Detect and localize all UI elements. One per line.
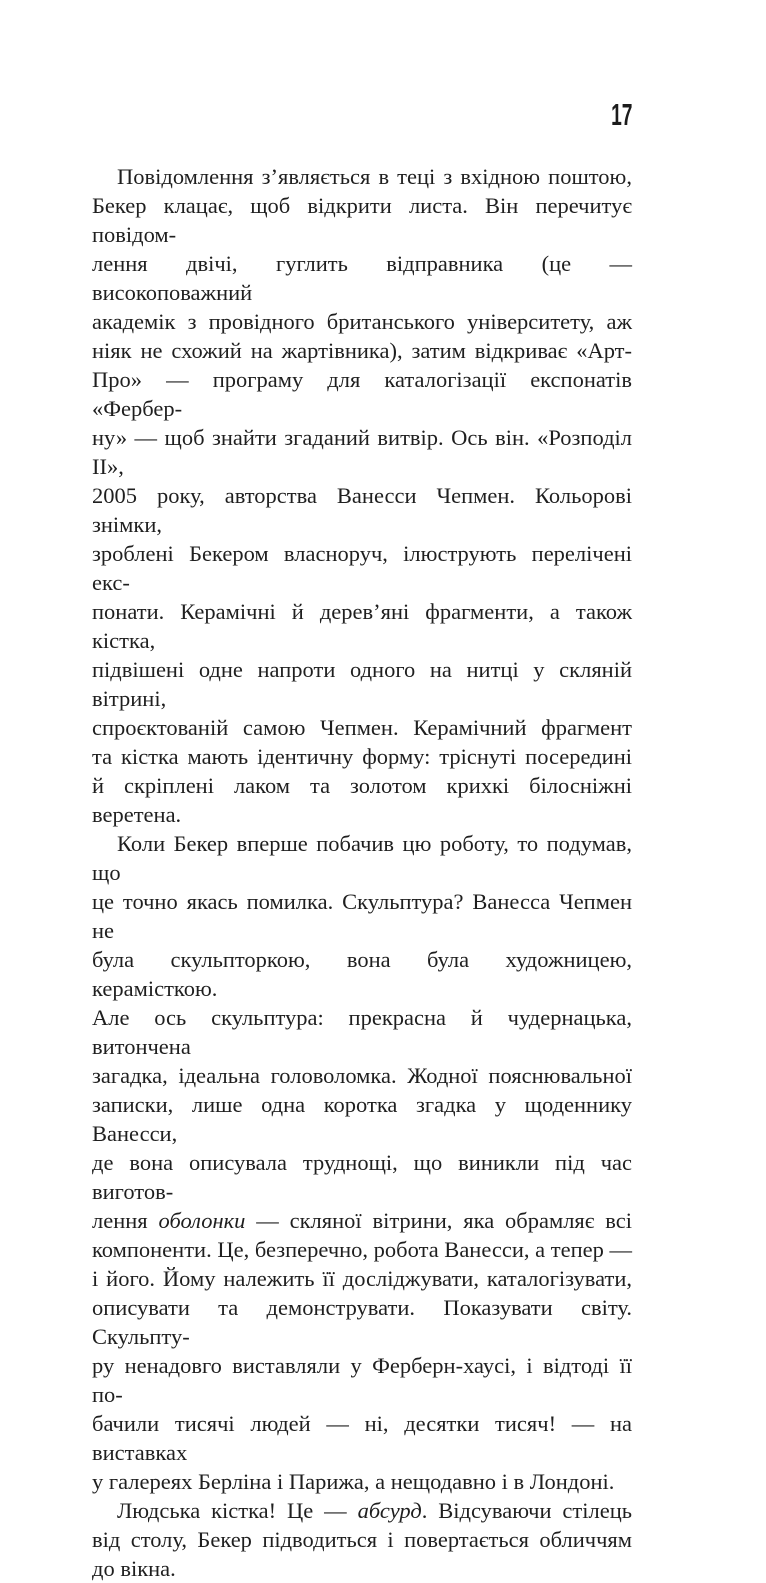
paragraph-line: була скульпторкою, вона була художницею, керамісткою. xyxy=(92,947,632,1001)
paragraph-line: у галереях Берліна і Парижа, а нещодавно і в Лондоні. xyxy=(92,1469,615,1494)
paragraph-line xyxy=(92,1206,632,1235)
paragraph-line: Повідомлення з’являється в теці з вхідною поштою, xyxy=(117,164,632,189)
paragraph-line: лення двічі, гуглить відправника (це — високоповажний xyxy=(92,251,632,305)
paragraph-line: і його. Йому належить її досліджувати, каталогізувати, xyxy=(92,1266,632,1291)
paragraph-line: та кістка мають ідентичну форму: тріснуті посередині xyxy=(92,744,632,769)
line-segment: Людська кістка! Це — xyxy=(117,1498,358,1523)
paragraph-line: зроблені Бекером власноруч, ілюструють перелічені екс- xyxy=(92,541,632,595)
paragraph-line: понати. Керамічні й дерев’яні фрагменти, а також кістка, xyxy=(92,599,632,653)
body-text xyxy=(92,162,632,1583)
line-segment: лення xyxy=(92,1208,159,1233)
paragraph xyxy=(92,1496,632,1583)
paragraph-line: Але ось скульптура: прекрасна й чудернацька, витончена xyxy=(92,1005,632,1059)
paragraph-line: ніяк не схожий на жартівника), затим відкриває «Арт- xyxy=(92,338,632,363)
paragraph-line: Про» — програму для каталогізації експонатів «Фербер- xyxy=(92,367,632,421)
line-segment: . Відсуваючи стілець xyxy=(421,1498,633,1523)
paragraph-line: де вона описувала труднощі, що виникли під час виготов- xyxy=(92,1150,632,1204)
paragraph xyxy=(92,162,632,829)
paragraph-line: загадка, ідеальна головоломка. Жодної пояснювальної xyxy=(92,1063,632,1088)
paragraph-line: й скріплені лаком та золотом крихкі білосніжні веретена. xyxy=(92,773,632,827)
paragraph xyxy=(92,829,632,1496)
paragraph-line: записки, лише одна коротка згадка у щоденнику Ванесси, xyxy=(92,1092,632,1146)
paragraph-line: це точно якась помилка. Скульптура? Ванесса Чепмен не xyxy=(92,889,632,943)
paragraph-line: Бекер клацає, щоб відкрити листа. Він перечитує повідом- xyxy=(92,193,632,247)
paragraph-line: ру ненадовго виставляли у Ферберн-хаусі, і відтоді її по- xyxy=(92,1353,632,1407)
page-number-value: 17 xyxy=(610,97,632,132)
page-number xyxy=(92,99,632,130)
paragraph-line: спроєктованій самою Чепмен. Керамічний фрагмент xyxy=(92,715,632,740)
paragraph-line: академік з провідного британського університету, аж xyxy=(92,309,632,334)
line-segment: — скляної вітрини, яка обрамляє всі xyxy=(245,1208,632,1233)
paragraph-line: від столу, Бекер підводиться і повертається обличчям xyxy=(92,1527,632,1552)
paragraph-line: до вікна. xyxy=(92,1556,176,1581)
paragraph-line: бачили тисячі людей — ні, десятки тисяч! — на виставках xyxy=(92,1411,632,1465)
paragraph-line: компоненти. Це, безперечно, робота Ванесси, а тепер — xyxy=(92,1237,632,1262)
paragraph-line xyxy=(92,1496,632,1525)
paragraph-line: Коли Бекер вперше побачив цю роботу, то подумав, що xyxy=(92,831,632,885)
paragraph-line: ну» — щоб знайти згаданий витвір. Ось він. «Розподіл II», xyxy=(92,425,632,479)
paragraph-line: підвішені одне напроти одного на нитці у скляній вітрині, xyxy=(92,657,632,711)
paragraph-line: описувати та демонструвати. Показувати світу. Скульпту- xyxy=(92,1295,632,1349)
line-segment-italic: абсурд xyxy=(357,1498,422,1523)
line-segment-italic: оболонки xyxy=(158,1208,246,1233)
paragraph-line: 2005 року, авторства Ванесси Чепмен. Кольорові знімки, xyxy=(92,483,632,537)
